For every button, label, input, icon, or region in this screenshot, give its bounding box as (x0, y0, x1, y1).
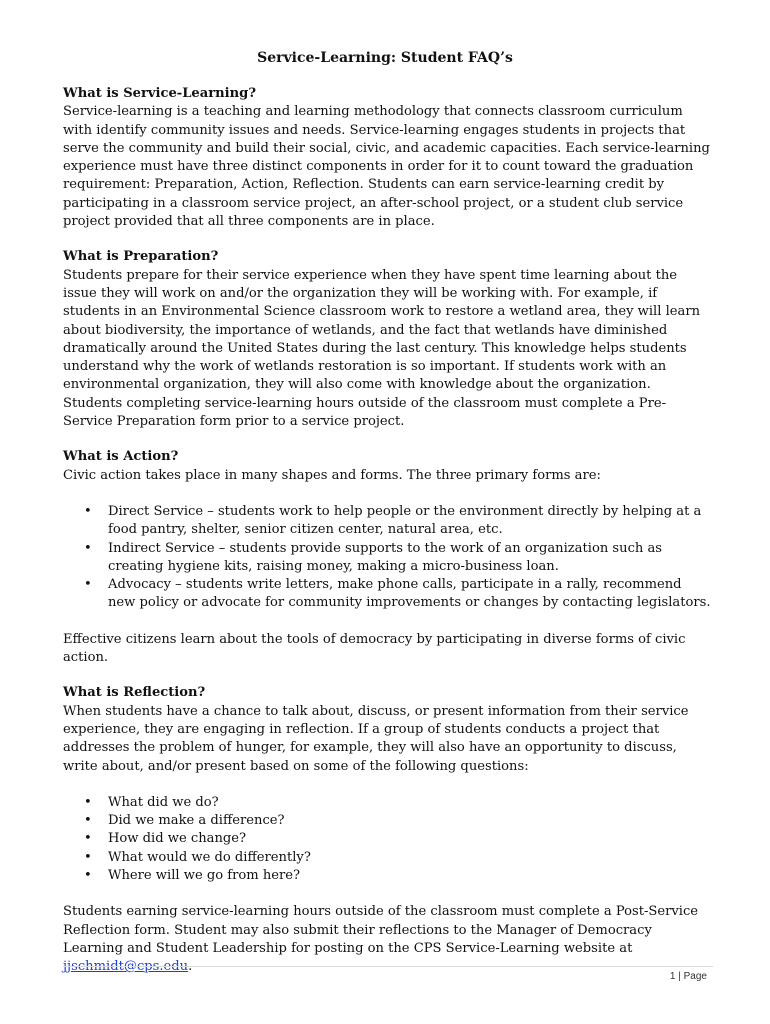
section-reflection (63, 684, 713, 976)
closing-punctuation: . (188, 959, 193, 975)
section-heading: What is Reflection? (63, 685, 206, 701)
section-action (63, 448, 713, 667)
list-item: • What did we do? (108, 794, 713, 812)
page-number: 1 (669, 971, 676, 982)
list-item: • Where will we go from here? (108, 867, 713, 885)
section-heading: What is Action? (63, 449, 179, 465)
list-item: • What would we do differently? (108, 849, 713, 867)
section-paragraph: Service-learning is a teaching and learning methodology that connects classroom curriculum with identify community issues and needs. Service-learning engages students in projects that serve the community and build their social, civic, and academic capacities. Each service-learning experience must have three distinct components in order for it to count toward the graduation requirement: Preparation, Action, Reflection. Students can earn service-learning credit by participating in a classroom service project, an after-school project, or a student club service project provided that all three components are in place. (63, 104, 710, 230)
page-title: Service-Learning: Student FAQ’s (257, 50, 513, 66)
section-heading: What is Service-Learning? (63, 86, 256, 101)
footer-divider (63, 966, 713, 967)
section-preparation (63, 248, 713, 431)
section-paragraph: Effective citizens learn about the tools of democracy by participating in diverse forms of civic action. (63, 631, 686, 666)
page-label: Page (683, 971, 707, 982)
document-body (63, 85, 713, 993)
section-heading: What is Preparation? (63, 249, 219, 265)
closing-text: Students earning service-learning hours outside of the classroom must complete a Post-Service Reflection form. Student may also submit their reflections to the Manager of Democracy Learning and Student Leadership for posting on the CPS Service-Learning website at (63, 904, 699, 956)
footer-separator: | (678, 971, 681, 982)
section-paragraph: Civic action takes place in many shapes and forms. The three primary forms are: (63, 467, 601, 483)
section-paragraph: Students prepare for their service experience when they have spent time learning about the issue they will work on and/or the organization they will be working with. For example, if students in an Environmental Science classroom work to restore a wetland area, they will learn about biodiversity, the importance of wetlands, and the fact that wetlands have diminished dramatically around the United States during the last century. This knowledge helps students understand why the work of wetlands restoration is so important. If students work with an environmental organization, they will also come with knowledge about the organization. Students completing service-learning hours outside of the classroom must complete a Pre-Service Preparation form prior to a service project. (63, 267, 701, 430)
reflection-questions-list (63, 794, 713, 885)
list-item: • Did we make a difference? (108, 812, 713, 830)
list-item: • Indirect Service – students provide supports to the work of an organization such as creating hygiene kits, raising money, making a micro-business loan. (108, 540, 713, 577)
list-item: • Direct Service – students work to help people or the environment directly by helping at a food pantry, shelter, senior citizen center, natural area, etc. (108, 503, 713, 540)
action-forms-list (63, 503, 713, 613)
page-footer (0, 968, 707, 986)
section-service-learning (63, 85, 713, 231)
list-item: • Advocacy – students write letters, make phone calls, participate in a rally, recommend new policy or advocate for community improvements or changes by contacting legislators. (108, 576, 713, 613)
email-link[interactable]: jjschmidt@cps.edu (63, 959, 189, 975)
section-paragraph: When students have a chance to talk about, discuss, or present information from their service experience, they are engaging in reflection. If a group of students conducts a project that addresses the problem of hunger, for example, they will also have an opportunity to discuss, write about, and/or present based on some of the following questions: (63, 703, 689, 774)
list-item: • How did we change? (108, 830, 713, 848)
